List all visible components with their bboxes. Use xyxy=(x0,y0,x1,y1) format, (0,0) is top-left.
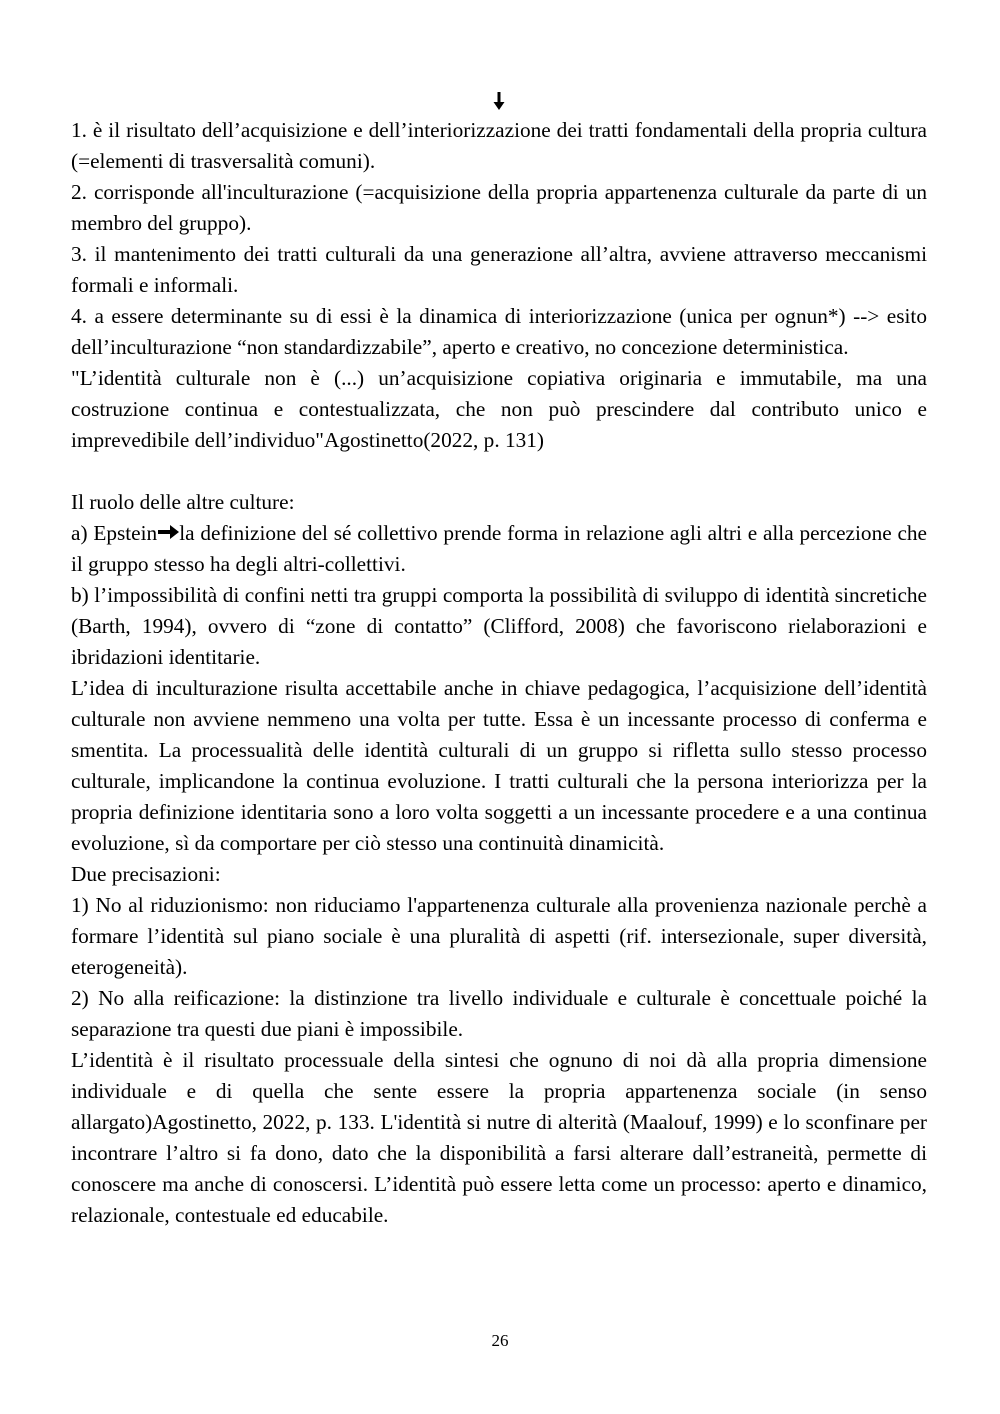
right-arrow-icon xyxy=(157,525,179,539)
list-item-3: 3. il mantenimento dei tratti culturali da una generazione all’altra, avviene attraverso meccanismi formali e informali. xyxy=(71,242,927,297)
role-item-a xyxy=(71,518,927,580)
precisazioni-heading: Due precisazioni: xyxy=(71,862,221,886)
page-number: 26 xyxy=(491,1331,509,1350)
list-item-1: 1. è il risultato dell’acquisizione e dell’interiorizzazione dei tratti fondamentali della propria cultura (=elementi di trasversalità comuni). xyxy=(71,118,927,173)
paragraph-gap xyxy=(71,456,927,487)
list-item-2: 2. corrisponde all'inculturazione (=acquisizione della propria appartenenza culturale da parte di un membro del gruppo). xyxy=(71,180,927,235)
agostinetto-quote: "L’identità culturale non è (...) un’acquisizione copiativa originaria e immutabile, ma una costruzione continua e contestualizzata, che non può prescindere dal contributo unico e imprevedibile dell’individuo"Agostinetto(2022, p. 131) xyxy=(71,366,927,452)
document-page xyxy=(71,84,927,1231)
body-text xyxy=(71,115,927,1231)
role-item-b: b) l’impossibilità di confini netti tra gruppi comporta la possibilità di sviluppo di identità sincretiche (Barth, 1994), ovvero di “zone di contatto” (Clifford, 2008) che favoriscono rielaborazioni e ibridazioni identitarie. xyxy=(71,583,927,669)
final-paragraph: L’identità è il risultato processuale della sintesi che ognuno di noi dà alla propria dimensione individuale e di quella che sente essere la propria appartenenza sociale (in senso allargato)Agostinetto, 2022, p. 133. L'identità si nutre di alterità (Maalouf, 1999) e lo sconfinare per incontrare l’altro si fa dono, dato che la disponibilità a farsi alterare dall’estraneità, permette di conoscere ma anche di conoscersi. L’identità può essere letta come un processo: aperto e dinamico, relazionale, contestuale ed educabile. xyxy=(71,1048,927,1227)
precisazione-2: 2) No alla reificazione: la distinzione tra livello individuale e culturale è concettuale poiché la separazione tra questi due piani è impossibile. xyxy=(71,986,927,1041)
role-a-text: la definizione del sé collettivo prende forma in relazione agli altri e alla percezione che il gruppo stesso ha degli altri-collettivi. xyxy=(71,521,927,576)
precisazione-1: 1) No al riduzionismo: non riduciamo l'appartenenza culturale alla provenienza nazionale perchè a formare l’identità sul piano sociale è una pluralità di aspetti (rif. intersezionale, super diversità, eterogeneità). xyxy=(71,893,927,979)
down-arrow-icon xyxy=(71,84,927,114)
role-heading: Il ruolo delle altre culture: xyxy=(71,490,295,514)
inculturazione-paragraph: L’idea di inculturazione risulta accettabile anche in chiave pedagogica, l’acquisizione dell’identità culturale non avviene nemmeno una volta per tutte. Essa è un incessante processo di conferma e smentita. La processualità delle identità culturali di un gruppo si rifletta sullo stesso processo culturale, implicandone la continua evoluzione. I tratti culturali che la persona interiorizza per la propria definizione identitaria sono a loro volta soggetti a un incessante procedere e a una continua evoluzione, sì da comportare per ciò stesso una continuità dinamicità. xyxy=(71,676,927,855)
list-item-4: 4. a essere determinante su di essi è la dinamica di interiorizzazione (unica per ognun*) --> esito dell’inculturazione “non standardizzabile”, aperto e creativo, no concezione deterministica. xyxy=(71,304,927,359)
role-a-prefix: a) Epstein xyxy=(71,521,158,545)
